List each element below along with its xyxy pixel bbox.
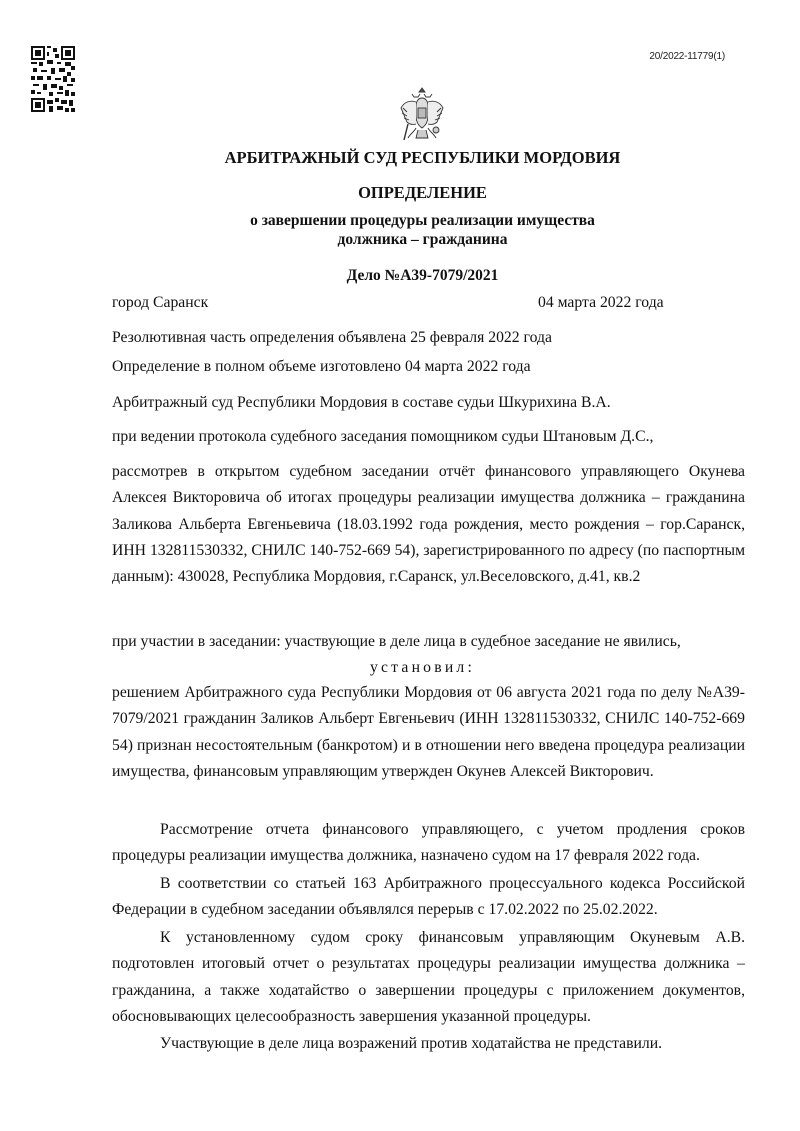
court-composition: Арбитражный суд Республики Мордовия в составе судьи Шкурихина В.А. bbox=[112, 394, 611, 411]
recess-paragraph: В соответствии со статьей 163 Арбитражного процессуального кодекса Российской Федерации в судебном заседании объявлялся перерыв с 17.02.2022 по 25.02.2022. bbox=[112, 875, 745, 919]
document-number: 20/2022-11779(1) bbox=[649, 51, 725, 62]
court-title: АРБИТРАЖНЫЙ СУД РЕСПУБЛИКИ МОРДОВИЯ bbox=[224, 148, 621, 167]
protocol-keeper: при ведении протокола судебного заседания помощником судьи Штановым Д.С., bbox=[112, 428, 654, 445]
decision-paragraph: решением Арбитражного суда Республики Мордовия от 06 августа 2021 года по делу №А39-7079/2021 гражданин Заликов Альберт Евгеньевич (ИНН 132811530332, СНИЛС 140-752-669 54) признан несостоятельным (банкротом) и в отношении него введена процедура реализации имущества, финансовым управляющим утвержден Окунев Алексей Викторович. bbox=[112, 684, 745, 780]
full-text-prepared: Определение в полном объеме изготовлено 04 марта 2022 года bbox=[112, 358, 531, 375]
report-paragraph: К установленному судом сроку финансовым управляющим Окуневым А.В. подготовлен итоговый отчет о результатах процедуры реализации имущества должника – гражданина, а также ходатайство о завершении процедуры с приложением документов, обосновывающих целесообразность завершения указанной процедуры. bbox=[112, 929, 745, 1025]
considering-paragraph: рассмотрев в открытом судебном заседании отчёт финансового управляющего Окунева Алексея Викторовича об итогах процедуры реализации имущества должника – гражданина Заликова Альберта Евгеньевича (18.03.1992 года рождения, место рождения – гор.Саранск, ИНН 132811530332, СНИЛС 140-752-669 54), зарегистрированного по адресу (по паспортным данным): 430028, Республика Мордовия, г.Саранск, ул.Веселовского, д.41, кв.2 bbox=[112, 463, 745, 586]
document-type: ОПРЕДЕЛЕНИЕ bbox=[358, 183, 487, 202]
qr-code-icon bbox=[31, 46, 75, 112]
subtitle-line-1: о завершении процедуры реализации имущества bbox=[250, 212, 595, 229]
city: город Саранск bbox=[112, 294, 209, 311]
case-number: Дело №А39-7079/2021 bbox=[346, 267, 499, 284]
established-heading: установил: bbox=[369, 659, 476, 676]
review-paragraph: Рассмотрение отчета финансового управляющего, с учетом продления сроков процедуры реализации имущества должника, назначено судом на 17 февраля 2022 года. bbox=[112, 821, 745, 865]
no-objections-paragraph: Участвующие в деле лица возражений против ходатайства не представили. bbox=[160, 1035, 663, 1052]
subtitle-line-2: должника – гражданина bbox=[337, 231, 508, 248]
document-date: 04 марта 2022 года bbox=[538, 294, 664, 311]
participation: при участии в заседании: участвующие в деле лица в судебное заседание не явились, bbox=[112, 633, 681, 650]
document-subtitle bbox=[0, 211, 800, 249]
russian-coat-of-arms-icon bbox=[398, 86, 446, 146]
resolution-announced: Резолютивная часть определения объявлена 25 февраля 2022 года bbox=[112, 329, 552, 346]
